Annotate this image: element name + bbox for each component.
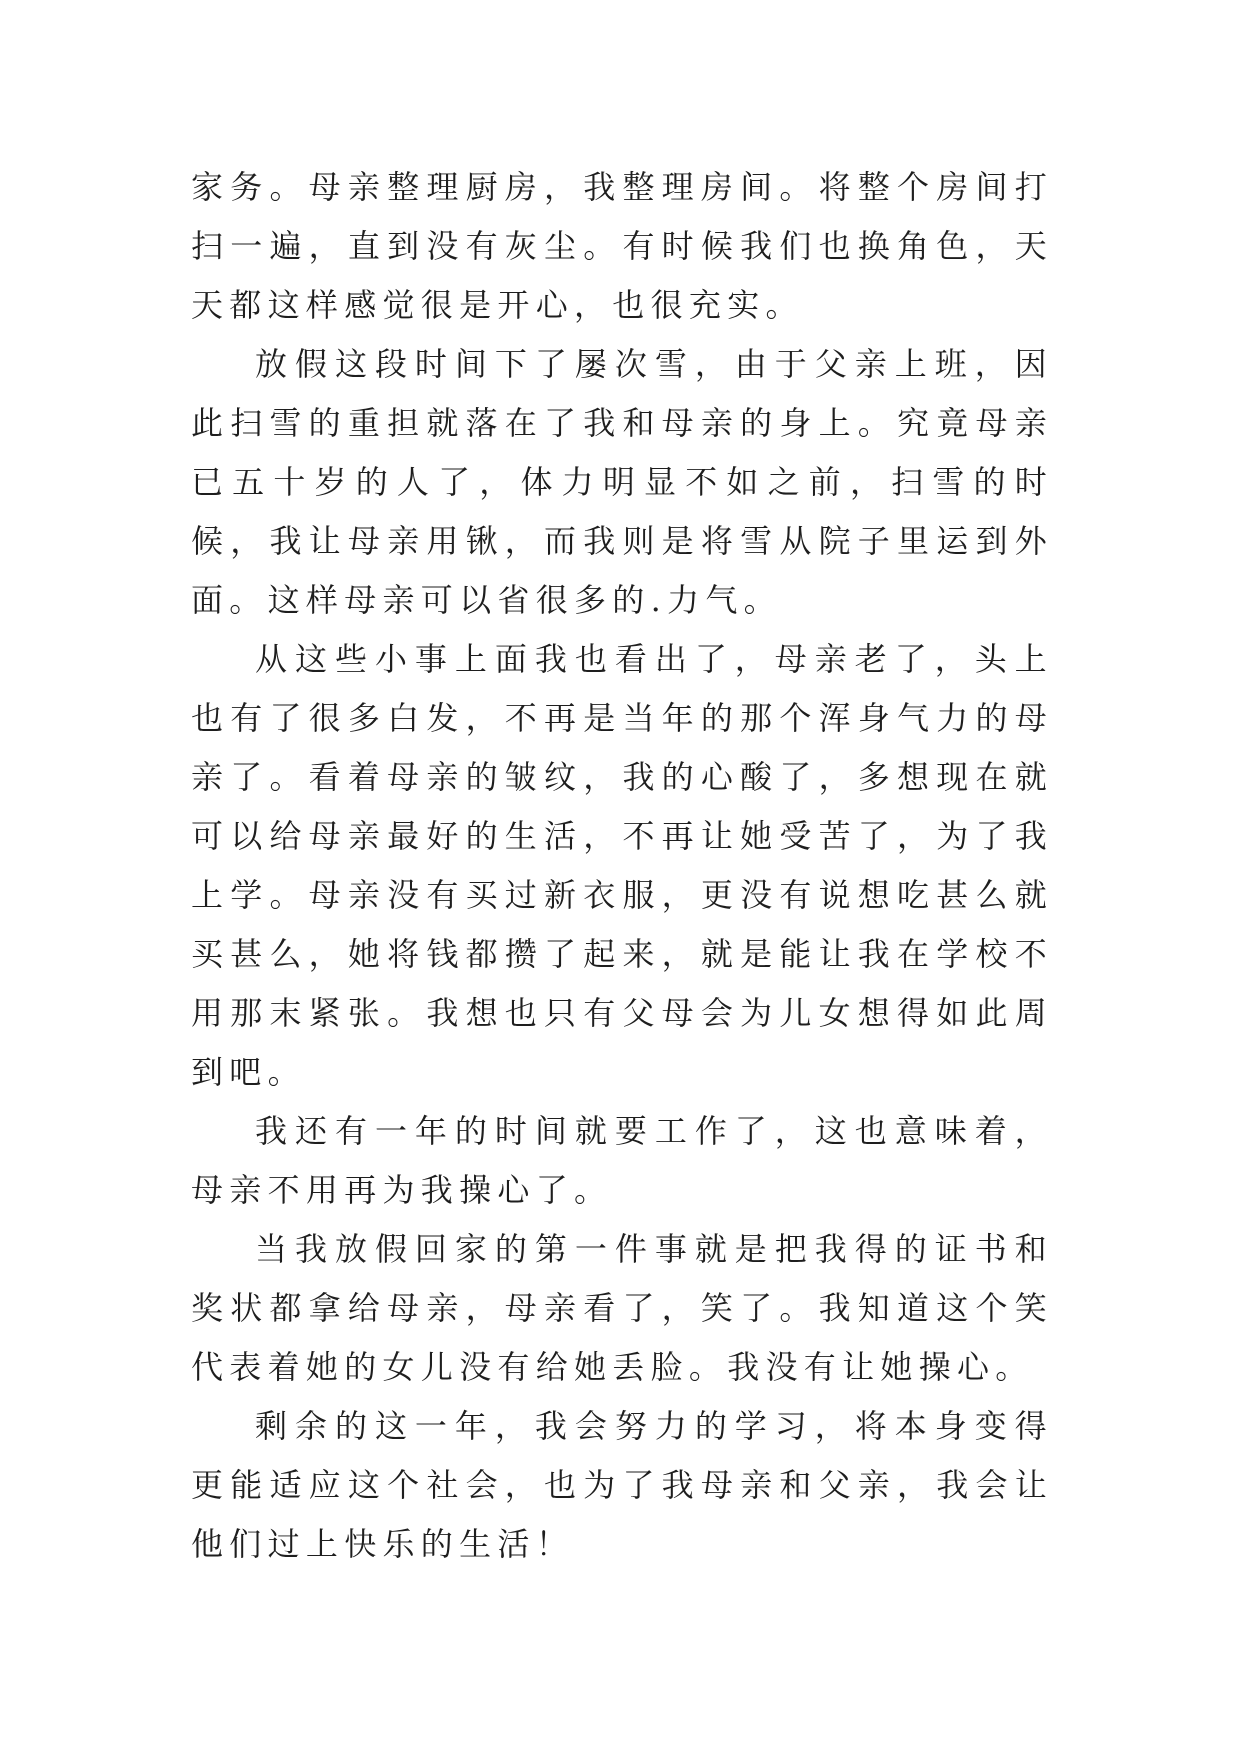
- paragraph-3: 从这些小事上面我也看出了，母亲老了，头上也有了很多白发，不再是当年的那个浑身气力的母亲了。看着母亲的皱纹，我的心酸了，多想现在就可以给母亲最好的生活，不再让她受苦了，为了我上学。母亲没有买过新衣服，更没有说想吃甚么就买甚么，她将钱都攒了起来，就是能让我在学校不用那末紧张。我想也只有父母会为儿女想得如此周到吧。: [191, 640, 1053, 1091]
- paragraph-2: 放假这段时间下了屡次雪，由于父亲上班，因此扫雪的重担就落在了我和母亲的身上。究竟母亲已五十岁的人了，体力明显不如之前，扫雪的时候，我让母亲用锹，而我则是将雪从院子里运到外面。这样母亲可以省很多的.力气。: [191, 345, 1053, 619]
- document-body: [191, 158, 1053, 1574]
- paragraph-5: 当我放假回家的第一件事就是把我得的证书和奖状都拿给母亲，母亲看了，笑了。我知道这个笑代表着她的女儿没有给她丢脸。我没有让她操心。: [191, 1230, 1053, 1386]
- paragraph-1: 家务。母亲整理厨房，我整理房间。将整个房间打扫一遍，直到没有灰尘。有时候我们也换角色，天天都这样感觉很是开心，也很充实。: [191, 168, 1053, 324]
- paragraph-4: 我还有一年的时间就要工作了，这也意味着，母亲不用再为我操心了。: [191, 1112, 1053, 1209]
- paragraph-6: 剩余的这一年，我会努力的学习，将本身变得更能适应这个社会，也为了我母亲和父亲，我会让他们过上快乐的生活！: [191, 1407, 1053, 1563]
